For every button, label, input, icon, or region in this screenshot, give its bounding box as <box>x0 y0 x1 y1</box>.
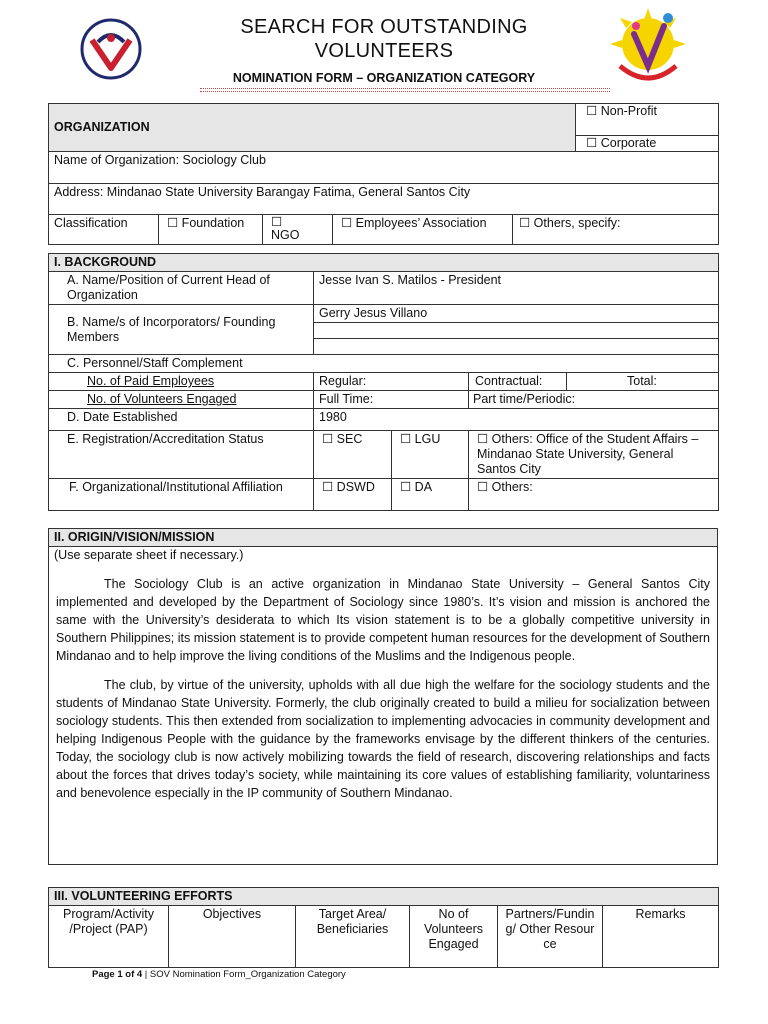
header-divider <box>200 88 610 89</box>
organization-heading: ORGANIZATION <box>49 104 576 152</box>
da-checkbox[interactable]: ☐ DA <box>392 479 469 511</box>
incorporators-value[interactable]: Gerry Jesus Villano <box>314 305 719 323</box>
header-divider-secondary <box>200 91 610 92</box>
document-title-line2: VOLUNTEERS <box>314 40 454 62</box>
background-table <box>48 253 719 511</box>
ngo-checkbox-label: NGO <box>271 228 300 242</box>
incorporators-label: B. Name/s of Incorporators/ Founding Members <box>49 305 314 355</box>
volunteers-engaged-label <box>49 391 314 409</box>
origin-note: (Use separate sheet if necessary.) <box>54 548 244 562</box>
page-number: Page 1 of 4 <box>92 969 143 980</box>
regular-field[interactable] <box>314 373 469 391</box>
affiliation-label: F. Organizational/Institutional Affiliation <box>49 479 314 511</box>
column-header-remarks: Remarks <box>603 906 719 968</box>
organization-table <box>48 103 719 245</box>
column-header-pap: Program/Activity /Project (PAP) <box>49 906 169 968</box>
personnel-complement-label: C. Personnel/Staff Complement <box>49 355 719 373</box>
organization-address-field[interactable]: Address: Mindanao State University Barangay Fatima, General Santos City <box>49 184 719 215</box>
ngo-checkbox[interactable] <box>263 215 333 245</box>
registration-status-label: E. Registration/Accreditation Status <box>49 431 314 479</box>
head-of-organization-label: A. Name/Position of Current Head of Organization <box>49 272 314 305</box>
parttime-label: Part time/Periodic: <box>473 392 576 406</box>
document-title-line1: SEARCH FOR OUTSTANDING <box>240 16 528 38</box>
regular-label: Regular: <box>319 374 367 388</box>
fulltime-label: Full Time: <box>319 392 374 406</box>
background-heading: I. BACKGROUND <box>49 254 719 272</box>
registration-others-checkbox[interactable]: ☐ Others: Office of the Student Affairs – Mindanao State University, General Santos City <box>469 431 719 479</box>
volunteers-engaged-text: No. of Volunteers Engaged <box>87 392 237 406</box>
origin-paragraph-1: The Sociology Club is an active organization in Mindanao State University – General Santos City implemented and developed by the Department of Sociology since 1980’s. It’s vision and mission is anchored the same with the University’s desiderata to which Its vision statement is to be a globally competitive university in Southern Philippines; its mission statement is to provide competent human resources for the development of Southern Mindanao and to help improve the living conditions of the Muslims and the Indigenous people. <box>56 577 710 663</box>
parttime-field[interactable] <box>469 391 719 409</box>
classification-label: Classification <box>49 215 159 245</box>
document-header <box>0 0 768 100</box>
total-field[interactable] <box>567 373 719 391</box>
foundation-checkbox[interactable]: ☐ Foundation <box>159 215 263 245</box>
incorporators-row-3[interactable] <box>314 339 719 355</box>
column-header-volunteers: No of Volunteers Engaged <box>410 906 498 968</box>
origin-heading: II. ORIGIN/VISION/MISSION <box>49 529 718 547</box>
nonprofit-checkbox[interactable]: ☐ Non-Profit <box>576 104 719 136</box>
head-of-organization-value[interactable]: Jesse Ivan S. Matilos - President <box>314 272 719 305</box>
origin-content[interactable] <box>49 547 718 865</box>
column-header-target-area: Target Area/ Beneficiaries <box>296 906 410 968</box>
form-subtitle: NOMINATION FORM – ORGANIZATION CATEGORY <box>232 71 536 85</box>
volunteering-heading: III. VOLUNTEERING EFFORTS <box>49 888 719 906</box>
paid-employees-label <box>49 373 314 391</box>
dswd-checkbox[interactable]: ☐ DSWD <box>314 479 392 511</box>
volunteers-month-logo-icon <box>606 4 690 90</box>
affiliation-others-checkbox[interactable]: ☐ Others: <box>469 479 719 511</box>
date-established-label: D. Date Established <box>49 409 314 431</box>
total-label: Total: <box>627 374 657 388</box>
contractual-label: Contractual: <box>475 374 543 388</box>
ngo-checkbox-box: ☐ <box>271 215 283 229</box>
fulltime-field[interactable] <box>314 391 469 409</box>
origin-vision-mission-table <box>48 528 718 865</box>
paid-employees-text: No. of Paid Employees <box>87 374 215 388</box>
footer-document-name: | SOV Nomination Form_Organization Category <box>142 969 346 980</box>
page-footer <box>92 969 346 980</box>
lgu-checkbox[interactable]: ☐ LGU <box>392 431 469 479</box>
volunteering-efforts-table <box>48 887 719 968</box>
corporate-checkbox[interactable]: ☐ Corporate <box>576 136 719 152</box>
organization-name-field[interactable]: Name of Organization: Sociology Club <box>49 152 719 184</box>
column-header-partners: Partners/Funding/ Other Resource <box>498 906 603 968</box>
employees-association-checkbox[interactable]: ☐ Employees’ Association <box>333 215 513 245</box>
others-specify-checkbox[interactable]: ☐ Others, specify: <box>513 215 719 245</box>
contractual-field[interactable] <box>469 373 567 391</box>
incorporators-row-2[interactable] <box>314 323 719 339</box>
column-header-objectives: Objectives <box>169 906 296 968</box>
date-established-value[interactable]: 1980 <box>314 409 719 431</box>
sec-checkbox[interactable]: ☐ SEC <box>314 431 392 479</box>
origin-paragraph-2: The club, by virtue of the university, upholds with all due high the welfare for the sociology students and the students of Mindanao State University. Formerly, the club originally created to build a milieu for socialization between sociology students. This then extended from socialization to implementing advocacies in community development and helping Indigenous People with the guidance by the frameworks envisage by the different thinkers of the centuries. Today, the sociology club is now actively mobilizing towards the field of research, discovering relationships and facts about the forces that drives today’s society, while maintaining its core values of establishing familiarity, voluntariness and benevolence especially in the IP community of Southern Mindanao. <box>56 678 710 800</box>
